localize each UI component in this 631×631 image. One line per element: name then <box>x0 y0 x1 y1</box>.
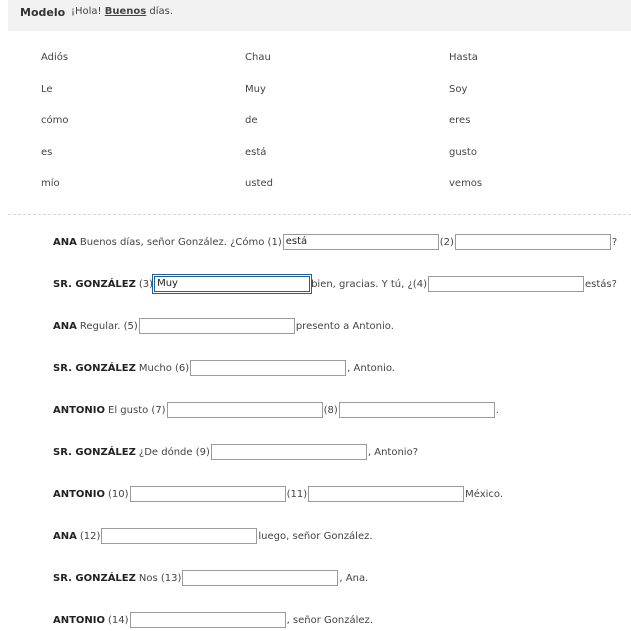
dialogue-line <box>53 569 368 587</box>
dialogue-text: . <box>495 404 499 416</box>
model-label: Modelo <box>20 6 66 19</box>
dialogue-text: , Antonio. <box>347 362 395 374</box>
word-bank-item[interactable]: gusto <box>449 147 477 158</box>
dialogue-text: , Ana. <box>339 572 369 584</box>
answer-blank-8[interactable] <box>339 402 495 418</box>
dialogue-text: (3) <box>138 278 154 290</box>
divider <box>8 214 631 215</box>
speaker-name: SR. GONZÁLEZ <box>53 572 136 584</box>
dialogue-text: Nos (13) <box>138 572 182 584</box>
answer-blank-14[interactable] <box>130 612 286 628</box>
dialogue-line <box>53 527 373 545</box>
dialogue-text: bien, gracias. Y tú, ¿(4) <box>311 278 427 290</box>
dialogue-text: El gusto (7) <box>108 404 166 416</box>
dialogue-text: (10) <box>108 488 129 500</box>
answer-blank-11[interactable] <box>308 486 464 502</box>
word-bank-item[interactable]: Muy <box>245 84 266 95</box>
speaker-name: ANTONIO <box>53 488 106 500</box>
model-highlight: Buenos <box>104 6 147 17</box>
dialogue-line <box>53 611 373 629</box>
speaker-name: SR. GONZÁLEZ <box>53 446 136 458</box>
speaker-name: ANTONIO <box>53 404 106 416</box>
dialogue-text: Buenos días, señor González. ¿Cómo (1) <box>79 236 282 248</box>
answer-blank-4[interactable] <box>428 276 584 292</box>
speaker-name: SR. GONZÁLEZ <box>53 362 136 374</box>
dialogue-text: (2) <box>439 236 454 248</box>
word-bank-item[interactable]: cómo <box>41 115 69 126</box>
answer-blank-9[interactable] <box>211 444 367 460</box>
word-bank-item[interactable]: Chau <box>245 52 271 63</box>
dialogue-text: luego, señor González. <box>258 530 373 542</box>
answer-blank-6[interactable] <box>190 360 346 376</box>
answer-blank-1[interactable]: está <box>283 234 439 250</box>
dialogue-text: , Antonio? <box>367 446 419 458</box>
word-bank-item[interactable]: Soy <box>449 84 468 95</box>
dialogue-text: , señor González. <box>286 614 373 626</box>
dialogue-text: (8) <box>323 404 338 416</box>
dialogue-line <box>53 443 418 461</box>
speaker-name: ANA <box>53 320 77 332</box>
word-bank-item[interactable]: Le <box>41 84 53 95</box>
answer-blank-10[interactable] <box>130 486 286 502</box>
dialogue-text: ? <box>611 236 618 248</box>
word-bank-item[interactable]: mío <box>41 178 60 189</box>
dialogue-line <box>53 485 503 503</box>
word-bank-item[interactable]: Hasta <box>449 52 478 63</box>
dialogue-text: Mucho (6) <box>138 362 190 374</box>
dialogue-line <box>53 401 499 419</box>
speaker-name: ANA <box>53 530 77 542</box>
word-bank-item[interactable]: es <box>41 147 53 158</box>
model-suffix: días. <box>146 6 174 17</box>
dialogue-text: estás? <box>584 278 617 290</box>
dialogue-text: (12) <box>79 530 101 542</box>
answer-blank-5[interactable] <box>139 318 295 334</box>
answer-blank-12[interactable] <box>101 528 257 544</box>
model-prefix: ¡Hola! <box>71 6 105 17</box>
speaker-name: SR. GONZÁLEZ <box>53 278 136 290</box>
dialogue-text: México. <box>465 488 504 500</box>
dialogue-line <box>53 359 395 377</box>
dialogue-line <box>53 275 617 293</box>
speaker-name: ANTONIO <box>53 614 106 626</box>
word-bank-item[interactable]: eres <box>449 115 471 126</box>
word-bank-item[interactable]: Adiós <box>41 52 69 63</box>
answer-blank-2[interactable] <box>455 234 611 250</box>
answer-blank-7[interactable] <box>167 402 323 418</box>
word-bank-item[interactable]: de <box>245 115 258 126</box>
answer-blank-13[interactable] <box>182 570 338 586</box>
speaker-name: ANA <box>53 236 77 248</box>
answer-blank-3[interactable]: Muy <box>154 276 310 292</box>
dialogue-text: Regular. (5) <box>79 320 138 332</box>
dialogue-text: ¿De dónde (9) <box>138 446 210 458</box>
word-bank-item[interactable]: vemos <box>449 178 483 189</box>
dialogue-line <box>53 233 617 251</box>
dialogue-text: (11) <box>286 488 308 500</box>
model-bar <box>8 0 631 31</box>
dialogue-text: presento a Antonio. <box>295 320 394 332</box>
word-bank-item[interactable]: usted <box>245 178 273 189</box>
word-bank-item[interactable]: está <box>245 147 267 158</box>
model-example <box>71 6 173 17</box>
dialogue-line <box>53 317 394 335</box>
dialogue-text: (14) <box>108 614 129 626</box>
